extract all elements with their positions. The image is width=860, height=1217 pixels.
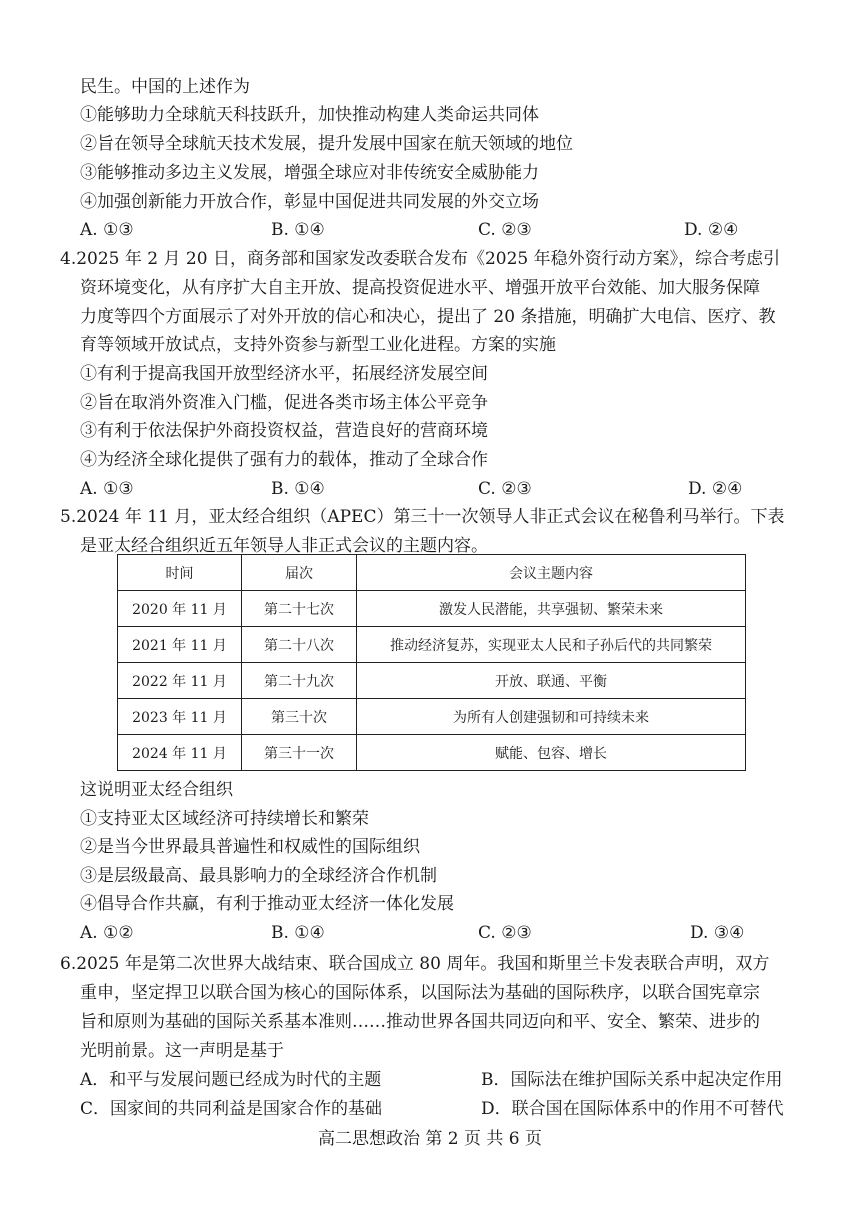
table-header-session: 届次 (242, 555, 357, 591)
q3-statement-4: ④加强创新能力开放合作，彰显中国促进共同发展的外交立场 (80, 192, 539, 212)
q4-option-a: A. ①③ (80, 479, 134, 499)
q6-stem-line-4: 光明前景。这一声明是基于 (80, 1041, 284, 1061)
table-cell-theme: 为所有人创建强韧和可持续未来 (357, 699, 746, 735)
q3-option-a: A. ①③ (80, 220, 134, 240)
table-cell-time: 2022 年 11 月 (118, 663, 242, 699)
table-cell-session: 第二十七次 (242, 591, 357, 627)
apec-meeting-table (117, 554, 746, 771)
table-cell-time: 2021 年 11 月 (118, 627, 242, 663)
q6-stem-line-3: 旨和原则为基础的国际关系基本准则……推动世界各国共同迈向和平、安全、繁荣、进步的 (80, 1012, 760, 1032)
q4-option-c: C. ②③ (478, 479, 532, 499)
q3-statement-1: ①能够助力全球航天科技跃升，加快推动构建人类命运共同体 (80, 105, 539, 125)
table-header-theme: 会议主题内容 (357, 555, 746, 591)
q5-conclusion-stem: 这说明亚太经合组织 (80, 780, 233, 800)
table-cell-theme: 开放、联通、平衡 (357, 663, 746, 699)
q5-statement-4: ④倡导合作共赢，有利于推动亚太经济一体化发展 (80, 894, 454, 914)
page-footer: 高二思想政治 第 2 页 共 6 页 (317, 1129, 543, 1149)
q5-statement-3: ③是层级最高、最具影响力的全球经济合作机制 (80, 866, 437, 886)
q5-option-a: A. ①② (80, 923, 134, 943)
table-row (118, 663, 746, 699)
q5-option-c: C. ②③ (478, 923, 532, 943)
q4-option-d: D. ②④ (688, 479, 743, 499)
q6-option-c: C．国家间的共同利益是国家合作的基础 (80, 1099, 383, 1119)
q5-statement-1: ①支持亚太区域经济可持续增长和繁荣 (80, 809, 369, 829)
q4-statement-4: ④为经济全球化提供了强有力的载体，推动了全球合作 (80, 450, 488, 470)
q5-statement-2: ②是当今世界最具普遍性和权威性的国际组织 (80, 837, 420, 857)
table-cell-time: 2023 年 11 月 (118, 699, 242, 735)
q3-stem-tail: 民生。中国的上述作为 (80, 77, 250, 97)
q3-statement-3: ③能够推动多边主义发展，增强全球应对非传统安全威胁能力 (80, 163, 539, 183)
q6-option-b: B．国际法在维护国际关系中起决定作用 (481, 1070, 783, 1090)
q4-statement-3: ③有利于依法保护外商投资权益，营造良好的营商环境 (80, 421, 488, 441)
table-cell-theme: 推动经济复苏，实现亚太人民和子孙后代的共同繁荣 (357, 627, 746, 663)
table-row (118, 591, 746, 627)
q4-stem-line-3: 力度等四个方面展示了对外开放的信心和决心，提出了 20 条措施，明确扩大电信、医疗、教 (80, 307, 776, 327)
table-row (118, 699, 746, 735)
q5-stem-line-1: 5.2024 年 11 月，亚太经合组织（APEC）第三十一次领导人非正式会议在秘鲁利马举行。下表 (60, 507, 785, 527)
q3-statement-2: ②旨在领导全球航天技术发展，提升发展中国家在航天领域的地位 (80, 134, 573, 154)
table-cell-time: 2020 年 11 月 (118, 591, 242, 627)
table-cell-time: 2024 年 11 月 (118, 735, 242, 771)
table-row (118, 735, 746, 771)
q4-stem-line-2: 资环境变化，从有序扩大自主开放、提高投资促进水平、增强开放平台效能、加大服务保障 (80, 278, 760, 298)
table-row (118, 627, 746, 663)
q6-option-d: D．联合国在国际体系中的作用不可替代 (481, 1099, 784, 1119)
q5-option-b: B. ①④ (271, 923, 325, 943)
q5-stem-line-2: 是亚太经合组织近五年领导人非正式会议的主题内容。 (80, 536, 488, 556)
table-cell-theme: 激发人民潜能，共享强韧、繁荣未来 (357, 591, 746, 627)
q3-option-c: C. ②③ (478, 220, 532, 240)
q4-statement-1: ①有利于提高我国开放型经济水平，拓展经济发展空间 (80, 364, 488, 384)
table-header-time: 时间 (118, 555, 242, 591)
table-cell-session: 第二十八次 (242, 627, 357, 663)
q4-stem-line-1: 4.2025 年 2 月 20 日，商务部和国家发改委联合发布《2025 年稳外资行动方案》，综合考虑引 (60, 249, 781, 269)
q4-option-b: B. ①④ (271, 479, 325, 499)
table-cell-session: 第二十九次 (242, 663, 357, 699)
table-cell-session: 第三十一次 (242, 735, 357, 771)
table-cell-session: 第三十次 (242, 699, 357, 735)
q6-stem-line-1: 6.2025 年是第二次世界大战结束、联合国成立 80 周年。我国和斯里兰卡发表联合声明，双方 (60, 954, 770, 974)
table-header-row (118, 555, 746, 591)
q6-stem-line-2: 重申，坚定捍卫以联合国为核心的国际体系，以国际法为基础的国际秩序，以联合国宪章宗 (80, 983, 760, 1003)
q6-option-a: A．和平与发展问题已经成为时代的主题 (80, 1070, 382, 1090)
q4-statement-2: ②旨在取消外资准入门槛，促进各类市场主体公平竞争 (80, 393, 488, 413)
q3-option-b: B. ①④ (271, 220, 325, 240)
q5-option-d: D. ③④ (690, 923, 745, 943)
q4-stem-line-4: 育等领域开放试点，支持外资参与新型工业化进程。方案的实施 (80, 335, 556, 355)
q3-option-d: D. ②④ (684, 220, 739, 240)
table-cell-theme: 赋能、包容、增长 (357, 735, 746, 771)
